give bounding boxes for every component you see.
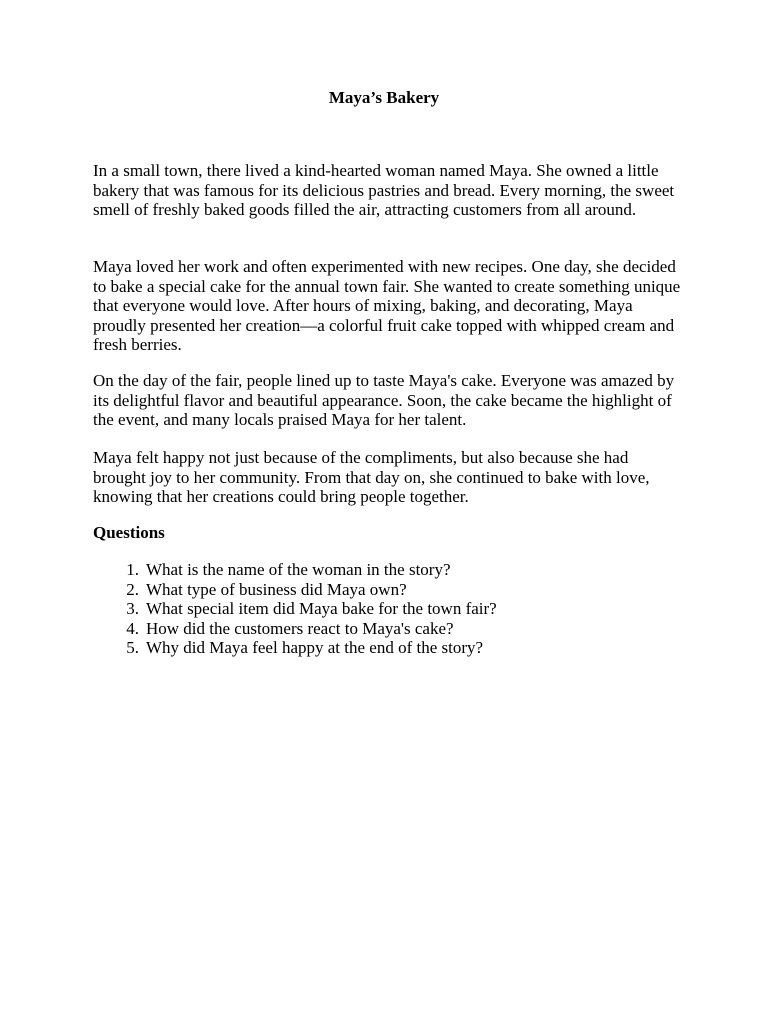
- question-text: Why did Maya feel happy at the end of the story?: [146, 638, 484, 658]
- story-paragraph: Maya loved her work and often experimented with new recipes. One day, she decided to bake a special cake for the annual town fair. She wanted to create something unique that everyone would love. After hours of mixing, baking, and decorating, Maya proudly presented her creation—a colorful fruit cake topped with whipped cream and fresh berries.: [93, 257, 681, 355]
- question-item: [93, 619, 497, 639]
- question-text: How did the customers react to Maya's cake?: [146, 618, 454, 638]
- question-text: What is the name of the woman in the story?: [146, 560, 451, 579]
- question-number: 3.: [126, 599, 139, 619]
- question-number: 1.: [126, 560, 139, 579]
- story-paragraph: On the day of the fair, people lined up to taste Maya's cake. Everyone was amazed by its delightful flavor and beautiful appearance. Soon, the cake became the highlight of the event, and many locals praised Maya for her talent.: [93, 371, 675, 430]
- question-text: What special item did Maya bake for the town fair?: [146, 599, 497, 619]
- question-number: 2.: [126, 579, 139, 599]
- story-paragraph: Maya felt happy not just because of the compliments, but also because she had brought joy to her community. From that day on, she continued to bake with love, knowing that her creations could bring people together.: [93, 448, 650, 507]
- story-paragraph: In a small town, there lived a kind-hearted woman named Maya. She owned a little bakery that was famous for its delicious pastries and bread. Every morning, the sweet smell of freshly baked goods filled the air, attracting customers from all around.: [93, 161, 675, 220]
- question-item: [93, 638, 497, 658]
- question-item: [93, 560, 497, 580]
- question-number: 5.: [126, 638, 139, 658]
- question-text: What type of business did Maya own?: [146, 579, 407, 599]
- question-number: 4.: [126, 618, 139, 638]
- question-item: [93, 599, 497, 619]
- questions-heading: Questions: [93, 523, 165, 542]
- question-item: [93, 580, 497, 600]
- document-title: Maya’s Bakery: [328, 88, 440, 107]
- questions-list: [93, 560, 497, 658]
